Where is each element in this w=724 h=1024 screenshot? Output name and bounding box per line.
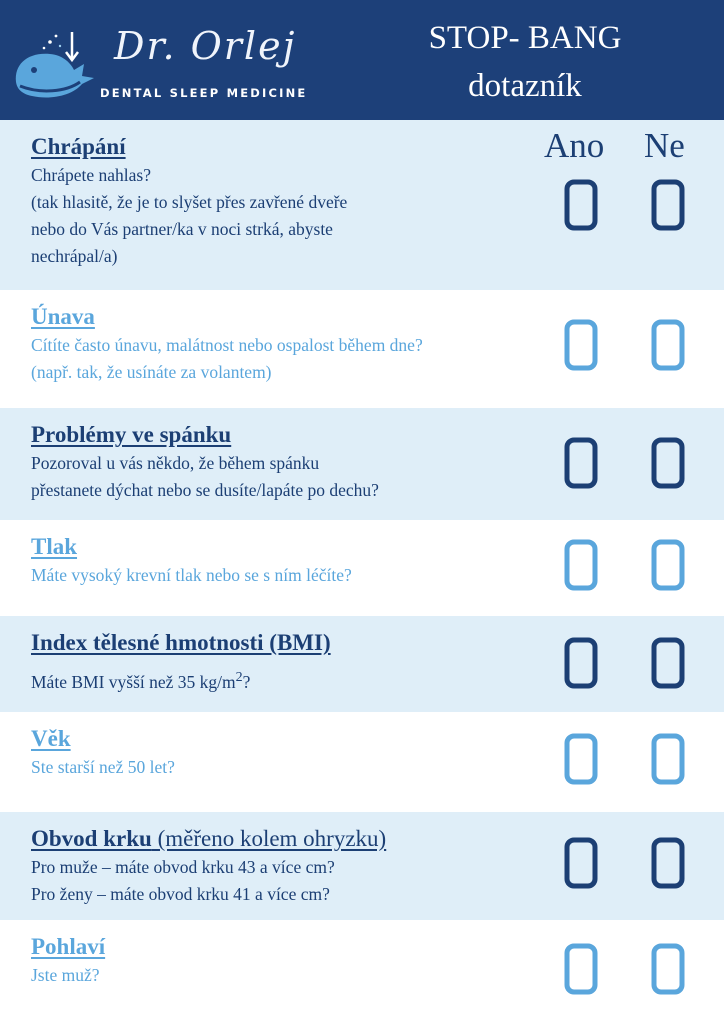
question-line: Ste starší než 50 let? xyxy=(31,757,175,777)
answer-yes-checkbox-3[interactable] xyxy=(563,436,599,490)
question-line: (např. tak, že usínáte za volantem) xyxy=(31,362,272,382)
answer-no-checkbox-5[interactable] xyxy=(650,636,686,690)
question-title: Pohlaví xyxy=(31,934,106,959)
answer-yes-checkbox-7[interactable] xyxy=(563,836,599,890)
answer-yes-checkbox-8[interactable] xyxy=(563,942,599,996)
question-line: přestanete dýchat nebo se dusíte/lapáte po dechu? xyxy=(31,480,379,500)
question-line: Pro muže – máte obvod krku 43 a více cm? xyxy=(31,857,335,877)
question-line: nechrápal/a) xyxy=(31,246,118,266)
question-neck xyxy=(0,812,724,920)
title-line-1: STOP- BANG xyxy=(428,20,622,56)
question-bmi xyxy=(0,616,724,712)
title-line-2: dotazník xyxy=(468,68,582,104)
bmi-text: Máte BMI vyšší než 35 kg/m xyxy=(31,671,236,692)
neck-title-extra: (měřeno kolem ohryzku) xyxy=(151,826,387,851)
question-title: Index tělesné hmotnosti (BMI) xyxy=(31,630,331,655)
answer-yes-checkbox-6[interactable] xyxy=(563,732,599,786)
question-title: Tlak xyxy=(31,534,78,559)
question-line: Pro ženy – máte obvod krku 41 a více cm? xyxy=(31,884,330,904)
question-line: (tak hlasitě, že je to slyšet přes zavřené dveře xyxy=(31,192,348,212)
question-line: Cítíte často únavu, malátnost nebo ospalost během dne? xyxy=(31,335,423,355)
answer-no-checkbox-2[interactable] xyxy=(650,318,686,372)
logo xyxy=(10,14,308,110)
question-line: nebo do Vás partner/ka v noci strká, abyste xyxy=(31,219,333,239)
page-title xyxy=(395,14,655,110)
question-title xyxy=(31,824,561,854)
answer-no-checkbox-6[interactable] xyxy=(650,732,686,786)
bmi-exponent: 2 xyxy=(235,670,243,685)
question-sleep-problems xyxy=(0,408,724,520)
question-title: Problémy ve spánku xyxy=(31,422,232,447)
answer-yes-checkbox-1[interactable] xyxy=(563,178,599,232)
answer-no-checkbox-1[interactable] xyxy=(650,178,686,232)
bmi-suffix: ? xyxy=(242,671,251,692)
answer-yes-checkbox-5[interactable] xyxy=(563,636,599,690)
answer-no-checkbox-4[interactable] xyxy=(650,538,686,592)
answer-yes-checkbox-4[interactable] xyxy=(563,538,599,592)
whale-logo-icon xyxy=(10,24,102,109)
question-line: Chrápete nahlas? xyxy=(31,165,152,185)
logo-tagline: DENTAL SLEEP MEDICINE xyxy=(100,86,308,100)
answer-yes-checkbox-2[interactable] xyxy=(563,318,599,372)
header-bar xyxy=(0,0,724,120)
question-blood-pressure xyxy=(0,520,724,616)
yes-column-label: Ano xyxy=(544,126,605,165)
question-age xyxy=(0,712,724,812)
answer-no-checkbox-3[interactable] xyxy=(650,436,686,490)
no-column-label: Ne xyxy=(644,126,685,165)
question-title: Únava xyxy=(31,304,95,329)
question-line: Jste muž? xyxy=(31,965,100,985)
question-line: Pozoroval u vás někdo, že během spánku xyxy=(31,453,320,473)
question-line: Máte vysoký krevní tlak nebo se s ním léčíte? xyxy=(31,565,352,585)
question-title: Chrápání xyxy=(31,134,126,159)
answer-no-checkbox-8[interactable] xyxy=(650,942,686,996)
question-line xyxy=(31,664,561,696)
question-title: Věk xyxy=(31,726,71,751)
question-gender xyxy=(0,920,724,1024)
answer-no-checkbox-7[interactable] xyxy=(650,836,686,890)
logo-name: Dr. Orlej xyxy=(114,24,297,68)
answer-column-labels xyxy=(540,126,710,166)
neck-title: Obvod krku xyxy=(31,826,152,851)
question-fatigue xyxy=(0,290,724,408)
